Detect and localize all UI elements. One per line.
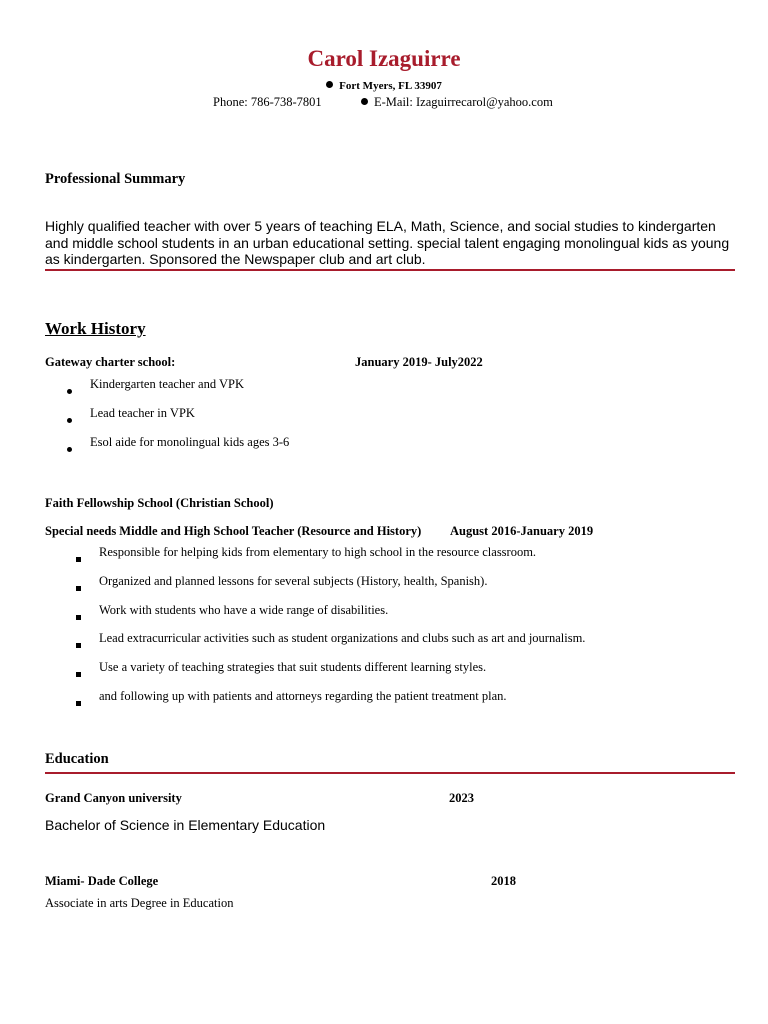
list-bullet-icon bbox=[67, 439, 72, 457]
square-bullet-icon bbox=[76, 607, 81, 625]
divider bbox=[45, 772, 735, 774]
job2-dates: August 2016-January 2019 bbox=[450, 524, 594, 538]
divider bbox=[45, 269, 735, 271]
summary-text: Highly qualified teacher with over 5 years of teaching ELA, Math, Science, and social studies to kindergarten and middle school students in an urban educational setting. special talent engaging monolingual kids as young as kindergarten. Sponsored the Newspaper club and art club. bbox=[45, 218, 730, 267]
school-name: Miami- Dade College bbox=[45, 874, 159, 888]
job1-dates: January 2019- July2022 bbox=[355, 355, 483, 369]
list-bullet-icon bbox=[67, 381, 72, 399]
list-item: Work with students who have a wide range of disabilities. bbox=[99, 603, 389, 617]
email: E-Mail: Izaguirrecarol@yahoo.com bbox=[374, 95, 553, 109]
list-item: Use a variety of teaching strategies that suit students different learning styles. bbox=[99, 660, 487, 674]
address: Fort Myers, FL 33907 bbox=[339, 80, 442, 92]
bullet-icon bbox=[326, 81, 333, 88]
education-heading: Education bbox=[45, 751, 109, 767]
list-item: Responsible for helping kids from elementary to high school in the resource classroom. bbox=[99, 545, 537, 559]
degree: Bachelor of Science in Elementary Education bbox=[45, 817, 326, 833]
job2-employer: Faith Fellowship School (Christian School) bbox=[45, 496, 274, 510]
square-bullet-icon bbox=[76, 693, 81, 711]
square-bullet-icon bbox=[76, 549, 81, 567]
email-line bbox=[361, 95, 553, 110]
square-bullet-icon bbox=[76, 578, 81, 596]
resume-name: Carol Izaguirre bbox=[307, 46, 461, 71]
square-bullet-icon bbox=[76, 664, 81, 682]
bullet-icon bbox=[361, 98, 368, 105]
list-item: Lead extracurricular activities such as student organizations and clubs such as art and journalism. bbox=[99, 631, 586, 645]
list-item: Esol aide for monolingual kids ages 3-6 bbox=[90, 435, 290, 449]
degree: Associate in arts Degree in Education bbox=[45, 896, 234, 910]
list-bullet-icon bbox=[67, 410, 72, 428]
address-line bbox=[0, 80, 768, 92]
job1-employer: Gateway charter school: bbox=[45, 355, 176, 369]
school-name: Grand Canyon university bbox=[45, 791, 182, 805]
square-bullet-icon bbox=[76, 635, 81, 653]
list-item: Organized and planned lessons for several subjects (History, health, Spanish). bbox=[99, 574, 488, 588]
job2-title: Special needs Middle and High School Teacher (Resource and History) bbox=[45, 524, 422, 538]
phone: Phone: 786-738-7801 bbox=[213, 95, 322, 109]
work-history-heading: Work History bbox=[45, 319, 146, 338]
graduation-year: 2023 bbox=[449, 791, 474, 805]
summary-heading: Professional Summary bbox=[45, 171, 186, 187]
list-item: Lead teacher in VPK bbox=[90, 406, 195, 420]
graduation-year: 2018 bbox=[491, 874, 516, 888]
list-item: and following up with patients and attorneys regarding the patient treatment plan. bbox=[99, 689, 507, 703]
list-item: Kindergarten teacher and VPK bbox=[90, 377, 244, 391]
